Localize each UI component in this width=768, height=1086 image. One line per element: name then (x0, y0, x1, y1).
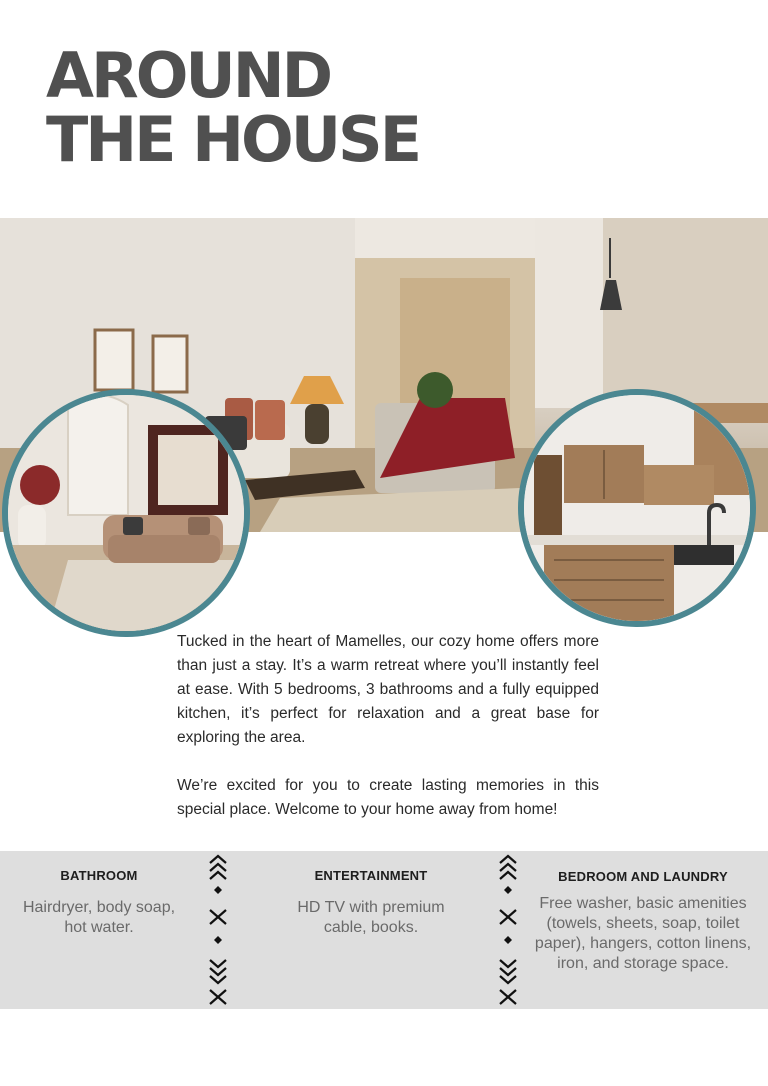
amenity-bedroom-laundry (534, 851, 752, 974)
amenity-text: Hairdryer, body soap, hot water. (22, 899, 176, 936)
title-line-2: THE HOUSE (46, 103, 420, 176)
amenity-text: HD TV with premium cable, books. (297, 899, 445, 936)
kitchen-circle-photo (518, 389, 756, 627)
amenity-entertainment (282, 851, 460, 938)
amenity-bathroom (12, 851, 186, 938)
kitchen-illustration (524, 395, 750, 621)
intro-text (177, 630, 599, 822)
title-line-1: AROUND (46, 39, 331, 112)
tribal-divider-icon (205, 852, 231, 1008)
intro-paragraph-1: Tucked in the heart of Mamelles, our cozy home offers more than just a stay. It’s a warm retreat where you’ll instantly feel at ease. With 5 bedrooms, 3 bathrooms and a fully equipped kitchen, it’s perfect for relaxation and a great base for exploring the area. (177, 633, 599, 746)
amenity-heading: BATHROOM (60, 868, 138, 883)
living-room-circle-photo (2, 389, 250, 637)
amenity-text: Free washer, basic amenities (towels, sheets, soap, toilet paper), hangers, cotton linens, iron, and storage space. (534, 895, 752, 972)
amenity-heading: ENTERTAINMENT (314, 868, 428, 883)
tribal-divider-icon (495, 852, 521, 1008)
page-title (46, 39, 420, 176)
amenity-heading: BEDROOM AND LAUNDRY (558, 869, 728, 884)
amenities-band (0, 851, 768, 1009)
intro-paragraph-2: We’re excited for you to create lasting memories in this special place. Welcome to your home away from home! (177, 777, 599, 818)
living-room-sofa-illustration (8, 395, 244, 631)
